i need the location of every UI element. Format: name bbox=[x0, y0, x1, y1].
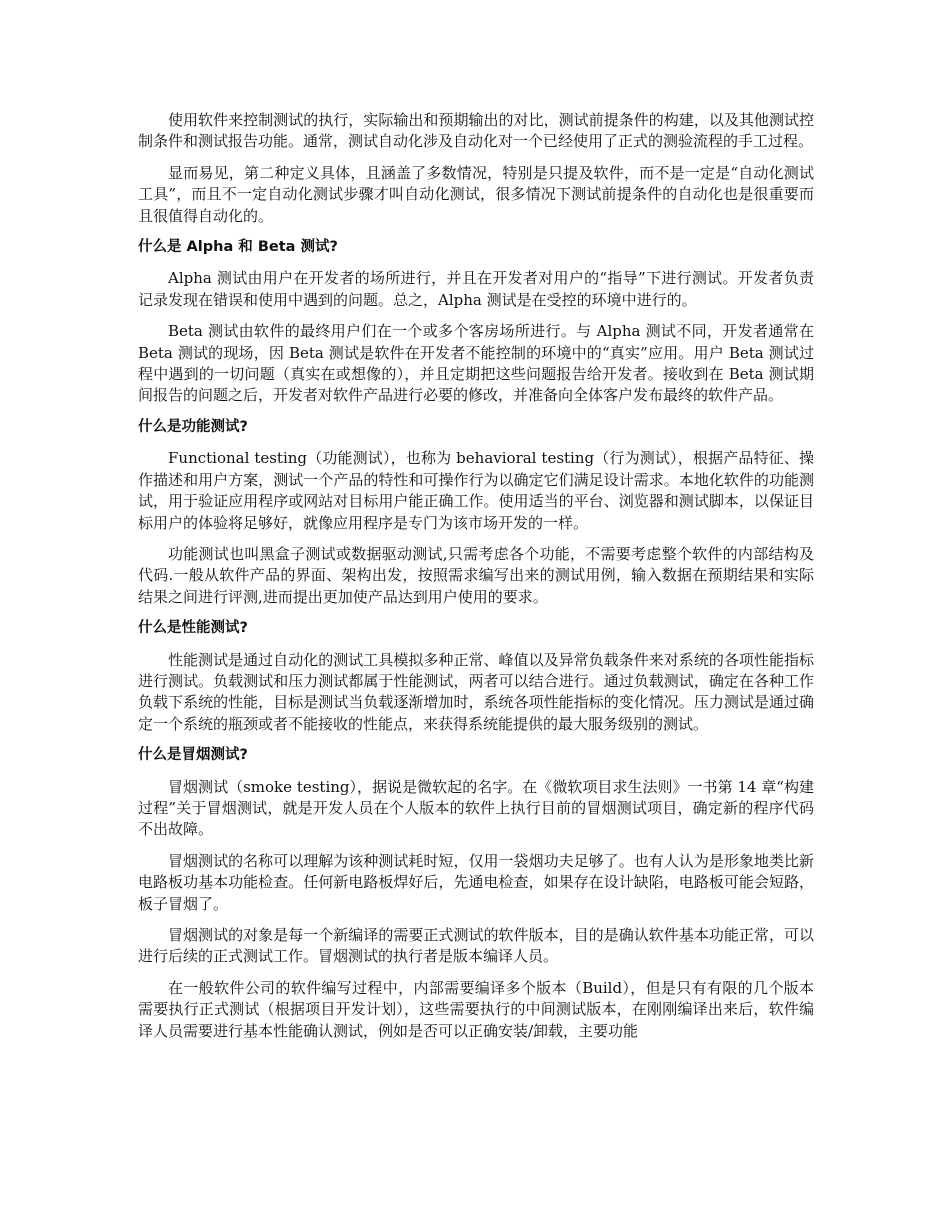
paragraph-beta-test: Beta 测试由软件的最终用户们在一个或多个客房场所进行。与 Alpha 测试不同，开发者通常在 Beta 测试的现场，因 Beta 测试是软件在开发者不能控制的环境中的“真实”应用。用户 Beta 测试过程中遇到的一切问题（真实在或想像的），并且定期把这些问题报告给开发者。接收到在 Beta 测试期间报告的问题之后，开发者对软件产品进行必要的修改，并准备向全体客户发布最终的软件产品。 bbox=[138, 322, 814, 405]
heading-alpha-beta: 什么是 Alpha 和 Beta 测试? bbox=[138, 239, 338, 256]
paragraph-black-box: 功能测试也叫黑盒子测试或数据驱动测试,只需考虑各个功能，不需要考虑整个软件的内部结构及代码.一般从软件产品的界面、架构出发，按照需求编写出来的测试用例，输入数据在预期结果和实际结果之间进行评测,进而提出更加使产品达到用户使用的要求。 bbox=[138, 544, 814, 606]
paragraph-functional-testing: Functional testing（功能测试），也称为 behavioral testing（行为测试），根据产品特征、操作描述和用户方案，测试一个产品的特性和可操作行为以确定它们满足设计需求。本地化软件的功能测试，用于验证应用程序或网站对目标用户能正确工作。使用适当的平台、浏览器和测试脚本，以保证目标用户的体验将足够好，就像应用程序是专门为该市场开发的一样。 bbox=[138, 449, 814, 532]
paragraph-alpha-test: Alpha 测试由用户在开发者的场所进行，并且在开发者对用户的“指导”下进行测试。开发者负责记录发现在错误和使用中遇到的问题。总之，Alpha 测试是在受控的环境中进行的。 bbox=[138, 269, 814, 309]
paragraph-smoke-name: 冒烟测试的名称可以理解为该种测试耗时短，仅用一袋烟功夫足够了。也有人认为是形象地类比新电路板功基本功能检查。任何新电路板焊好后，先通电检查，如果存在设计缺陷，电路板可能会短路，板子冒烟了。 bbox=[138, 851, 814, 913]
paragraph-second-definition: 显而易见，第二种定义具体，且涵盖了多数情况，特别是只提及软件，而不是一定是“自动化测试工具”，而且不一定自动化测试步骤才叫自动化测试，很多情况下测试前提条件的自动化也是很重要而且很值得自动化的。 bbox=[138, 163, 814, 225]
paragraph-performance-testing: 性能测试是通过自动化的测试工具模拟多种正常、峰值以及异常负载条件来对系统的各项性能指标进行测试。负载测试和压力测试都属于性能测试，两者可以结合进行。通过负载测试，确定在各种工作负载下系统的性能，目标是测试当负载逐渐增加时，系统各项性能指标的变化情况。压力测试是通过确定一个系统的瓶颈或者不能接收的性能点，来获得系统能提供的最大服务级别的测试。 bbox=[138, 650, 814, 733]
heading-smoke-test: 什么是冒烟测试? bbox=[138, 747, 248, 764]
heading-performance-test: 什么是性能测试? bbox=[138, 620, 248, 637]
document-page bbox=[138, 110, 814, 1052]
paragraph-automation-definition: 使用软件来控制测试的执行，实际输出和预期输出的对比，测试前提条件的构建，以及其他测试控制条件和测试报告功能。通常，测试自动化涉及自动化对一个已经使用了正式的测验流程的手工过程。 bbox=[138, 111, 814, 151]
heading-functional-test: 什么是功能测试? bbox=[138, 418, 248, 435]
paragraph-smoke-object: 冒烟测试的对象是每一个新编译的需要正式测试的软件版本，目的是确认软件基本功能正常，可以进行后续的正式测试工作。冒烟测试的执行者是版本编译人员。 bbox=[138, 926, 814, 966]
paragraph-smoke-origin: 冒烟测试（smoke testing），据说是微软起的名字。在《微软项目求生法则》一书第 14 章“构建过程”关于冒烟测试，就是开发人员在个人版本的软件上执行目前的冒烟测试项目，确定新的程序代码不出故障。 bbox=[138, 777, 814, 839]
paragraph-build-process: 在一般软件公司的软件编写过程中，内部需要编译多个版本（Build），但是只有有限的几个版本需要执行正式测试（根据项目开发计划），这些需要执行的中间测试版本，在刚刚编译出来后，软件编译人员需要进行基本性能确认测试，例如是否可以正确安装/卸载，主要功能 bbox=[138, 978, 814, 1040]
